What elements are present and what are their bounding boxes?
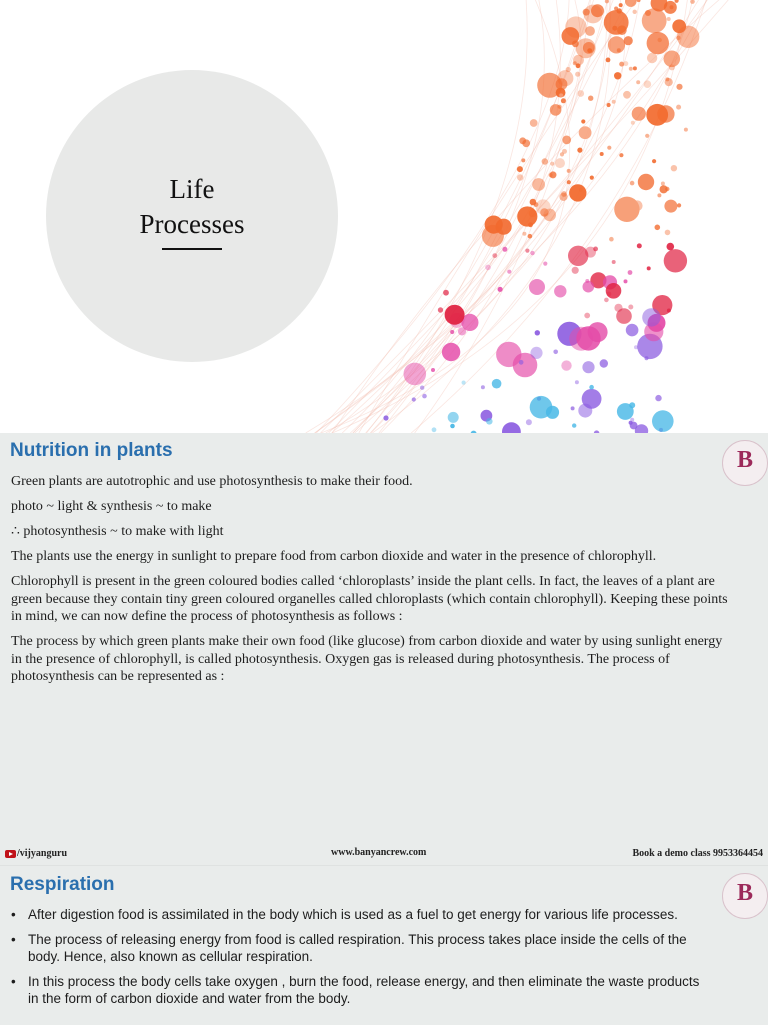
decorative-bubble bbox=[661, 182, 665, 186]
decorative-bubble bbox=[561, 191, 567, 197]
decorative-bubble bbox=[450, 424, 455, 429]
decorative-bubble bbox=[566, 67, 571, 72]
decorative-bubble bbox=[502, 247, 507, 252]
decorative-bubble bbox=[568, 246, 588, 266]
decorative-bubble bbox=[646, 104, 668, 126]
decorative-bubble bbox=[644, 80, 652, 88]
decorative-bubble bbox=[600, 152, 604, 156]
decorative-bubble bbox=[637, 243, 642, 248]
decorative-bubble bbox=[576, 63, 581, 68]
decorative-bubble bbox=[486, 418, 493, 425]
decorative-bubble bbox=[448, 412, 459, 423]
decorative-bubble bbox=[617, 403, 634, 420]
decorative-bubble bbox=[617, 8, 622, 13]
decorative-bubble bbox=[530, 251, 534, 255]
decorative-bubble bbox=[672, 19, 686, 33]
decorative-bubble bbox=[584, 5, 603, 24]
decorative-bubble bbox=[636, 80, 640, 84]
footer-website-link[interactable]: www.banyancrew.com bbox=[331, 847, 427, 858]
decorative-bubble bbox=[623, 61, 628, 66]
decorative-bubble bbox=[676, 105, 681, 110]
decorative-bubble bbox=[612, 260, 616, 264]
decorative-bubble bbox=[647, 53, 657, 63]
decorative-bubble bbox=[422, 394, 427, 399]
logo-letter: B bbox=[736, 447, 753, 473]
decorative-bubble bbox=[606, 283, 622, 299]
decorative-bubble bbox=[412, 397, 416, 401]
decorative-bubble bbox=[642, 308, 660, 326]
decorative-bubble bbox=[676, 84, 682, 90]
decorative-bubble bbox=[633, 66, 637, 70]
decorative-bubble bbox=[442, 343, 460, 361]
respiration-heading: Respiration bbox=[10, 874, 115, 895]
nutrition-slide bbox=[0, 433, 768, 865]
decorative-bubble bbox=[528, 222, 533, 227]
decorative-bubble bbox=[606, 58, 611, 63]
paragraph: The plants use the energy in sunlight to prepare food from carbon dioxide and water in the presence of chlorophyll. bbox=[11, 549, 657, 564]
decorative-bubble bbox=[658, 38, 662, 42]
decorative-bubble bbox=[588, 96, 593, 101]
decorative-bubble bbox=[432, 427, 437, 432]
nutrition-heading: Nutrition in plants bbox=[10, 440, 173, 461]
decorative-bubble bbox=[553, 350, 558, 355]
decorative-bubble bbox=[614, 72, 621, 79]
decorative-bubble bbox=[575, 72, 580, 77]
decorative-bubble bbox=[519, 137, 526, 144]
decorative-bubble bbox=[623, 91, 631, 99]
slide-title bbox=[46, 172, 338, 242]
decorative-bubble bbox=[670, 5, 674, 9]
nutrition-body bbox=[11, 473, 731, 693]
title-underline bbox=[162, 248, 222, 250]
decorative-bubble bbox=[582, 361, 594, 373]
decorative-bubble bbox=[619, 3, 623, 7]
decorative-bubble bbox=[481, 385, 485, 389]
decorative-bubble bbox=[458, 327, 466, 335]
decorative-bubble bbox=[383, 415, 388, 420]
decorative-bubble bbox=[671, 165, 677, 171]
title-line-1: Life bbox=[169, 174, 215, 204]
paragraph: Chlorophyll is present in the green coloured bodies called ‘chloroplasts’ inside the plant cells. In fact, the leaves of a plant are green because they contain tiny green coloured organelles called chloroplasts (which contain chlorophyll). Keeping these points in mind, we can now define the process of photosynthesis as follows : bbox=[11, 574, 728, 624]
decorative-bubble bbox=[629, 67, 633, 71]
decorative-bubble bbox=[625, 0, 637, 7]
decorative-bubble bbox=[565, 16, 586, 37]
decorative-bubble bbox=[589, 385, 594, 390]
decorative-bubble bbox=[608, 36, 625, 53]
decorative-bubble bbox=[645, 134, 649, 138]
decorative-bubble bbox=[525, 249, 529, 253]
decorative-bubble bbox=[634, 345, 638, 349]
decorative-bubble bbox=[628, 270, 633, 275]
decorative-bubble bbox=[665, 78, 673, 86]
decorative-bubble bbox=[675, 0, 679, 3]
decorative-bubble bbox=[556, 78, 568, 90]
decorative-bubble bbox=[587, 48, 592, 53]
decorative-bubble bbox=[492, 253, 497, 258]
decorative-bubble bbox=[664, 200, 677, 213]
decorative-bubble bbox=[607, 103, 611, 107]
decorative-bubble bbox=[645, 356, 649, 360]
decorative-bubble bbox=[526, 419, 532, 425]
list-item: • In this process the body cells take oxygen , burn the food, release energy, and then eliminate the waste products in the form of carbon dioxide and water from the body. bbox=[10, 973, 710, 1008]
decorative-bubble bbox=[581, 119, 585, 123]
decorative-bubble bbox=[445, 305, 465, 325]
decorative-bubble bbox=[633, 10, 637, 14]
decorative-bubble bbox=[521, 158, 525, 162]
decorative-bubble bbox=[530, 396, 553, 419]
decorative-bubble bbox=[496, 219, 512, 235]
decorative-bubble bbox=[567, 169, 571, 173]
decorative-bubble bbox=[420, 386, 424, 390]
decorative-bubble bbox=[607, 146, 611, 150]
decorative-bubble bbox=[443, 290, 449, 296]
footer-demo-text: Book a demo class 9953364454 bbox=[632, 848, 763, 859]
paragraph: Green plants are autotrophic and use photosynthesis to make their food. bbox=[11, 474, 413, 489]
decorative-bubble bbox=[631, 121, 635, 125]
decorative-bubble bbox=[609, 237, 614, 242]
decorative-bubble bbox=[577, 90, 584, 97]
decorative-bubble bbox=[607, 292, 612, 297]
title-line-2: Processes bbox=[139, 209, 245, 239]
decorative-bubble bbox=[669, 64, 675, 70]
decorative-bubble bbox=[637, 0, 641, 2]
decorative-bubble bbox=[561, 360, 571, 370]
decorative-bubble bbox=[462, 381, 466, 385]
youtube-icon bbox=[5, 850, 16, 858]
decorative-bubble bbox=[517, 166, 523, 172]
decorative-bubble bbox=[578, 404, 592, 418]
list-item: • After digestion food is assimilated in the body which is used as a fuel to get energy for various life processes. bbox=[10, 906, 710, 924]
decorative-bubble bbox=[507, 270, 511, 274]
decorative-bubble bbox=[549, 173, 553, 177]
list-item: • The process of releasing energy from food is called respiration. This process takes place inside the cells of the body. Hence, also known as cellular respiration. bbox=[10, 931, 710, 966]
slide-footer bbox=[0, 847, 768, 863]
decorative-bubble bbox=[665, 230, 671, 236]
decorative-bubble bbox=[626, 324, 639, 337]
decorative-bubble bbox=[529, 279, 545, 295]
decorative-bubble bbox=[616, 308, 632, 324]
decorative-bubble bbox=[593, 247, 598, 252]
decorative-bubble bbox=[677, 203, 681, 207]
decorative-bubble bbox=[638, 174, 654, 190]
decorative-bubble bbox=[555, 158, 565, 168]
decorative-bubble bbox=[600, 359, 608, 367]
decorative-bubble bbox=[632, 107, 646, 121]
respiration-slide bbox=[0, 865, 768, 1025]
decorative-bubble bbox=[550, 104, 562, 116]
decorative-bubble bbox=[577, 148, 582, 153]
decorative-bubble bbox=[517, 174, 523, 180]
decorative-bubble bbox=[579, 126, 592, 139]
decorative-bubble bbox=[576, 326, 600, 350]
decorative-bubble bbox=[571, 406, 575, 410]
decorative-bubble bbox=[624, 36, 633, 45]
decorative-bubble bbox=[543, 262, 547, 266]
decorative-bubble bbox=[575, 380, 579, 384]
decorative-bubble bbox=[652, 410, 674, 432]
logo-letter: B bbox=[736, 880, 753, 906]
decorative-bubble bbox=[630, 181, 635, 186]
decorative-bubble bbox=[585, 279, 589, 283]
decorative-bubble bbox=[572, 423, 576, 427]
decorative-bubble bbox=[530, 199, 537, 206]
decorative-bubble bbox=[655, 225, 661, 231]
decorative-bubble bbox=[496, 342, 521, 367]
decorative-bubble bbox=[630, 418, 634, 422]
decorative-bubble bbox=[572, 267, 579, 274]
bubble-streak bbox=[367, 0, 528, 433]
decorative-bubble bbox=[542, 158, 548, 164]
bubble-streak bbox=[315, 0, 694, 433]
respiration-bullets bbox=[10, 906, 710, 1015]
decorative-bubble bbox=[624, 279, 628, 283]
decorative-bubble bbox=[569, 184, 586, 201]
footer-channel-link[interactable]: /vijyanguru bbox=[17, 848, 68, 859]
title-slide bbox=[0, 0, 768, 433]
decorative-bubble bbox=[617, 25, 627, 35]
decorative-bubble bbox=[492, 379, 502, 389]
decorative-bubble bbox=[655, 395, 661, 401]
decorative-bubble bbox=[502, 422, 521, 433]
decorative-bubble bbox=[522, 232, 526, 236]
decorative-bubble bbox=[485, 265, 491, 271]
decorative-bubble bbox=[584, 313, 590, 319]
decorative-bubble bbox=[528, 234, 533, 239]
decorative-bubble bbox=[517, 206, 537, 226]
decorative-bubble bbox=[535, 330, 540, 335]
decorative-bubble bbox=[450, 330, 454, 334]
decorative-bubble bbox=[530, 347, 542, 359]
decorative-bubble bbox=[532, 178, 545, 191]
decorative-bubble bbox=[612, 100, 616, 104]
decorative-bubble bbox=[562, 149, 567, 154]
decorative-bubble bbox=[667, 309, 671, 313]
paragraph: ∴ photosynthesis ~ to make with light bbox=[11, 524, 224, 539]
decorative-bubble bbox=[642, 8, 667, 33]
decorative-bubble bbox=[567, 180, 571, 184]
decorative-bubble bbox=[604, 298, 609, 303]
decorative-bubble bbox=[498, 287, 503, 292]
decorative-bubble bbox=[559, 93, 563, 97]
decorative-bubble bbox=[550, 162, 554, 166]
decorative-bubble bbox=[536, 199, 551, 214]
decorative-bubble bbox=[619, 153, 623, 157]
paragraph: photo ~ light & synthesis ~ to make bbox=[11, 499, 212, 514]
decorative-bubble bbox=[554, 285, 566, 297]
decorative-bubble bbox=[530, 119, 538, 127]
decorative-bubble bbox=[562, 136, 571, 145]
decorative-bubble bbox=[561, 98, 566, 103]
decorative-bubble bbox=[690, 0, 695, 4]
brand-logo bbox=[722, 873, 768, 919]
decorative-bubble bbox=[605, 0, 609, 3]
decorative-bubble bbox=[667, 243, 675, 251]
decorative-bubble bbox=[431, 368, 435, 372]
decorative-bubble bbox=[590, 176, 594, 180]
decorative-bubble bbox=[628, 305, 633, 310]
decorative-bubble bbox=[632, 200, 643, 211]
decorative-bubble bbox=[667, 17, 671, 21]
decorative-bubble bbox=[657, 193, 661, 197]
decorative-bubble bbox=[404, 363, 427, 386]
decorative-bubble bbox=[665, 187, 669, 191]
decorative-bubble bbox=[684, 128, 688, 132]
paragraph: The process by which green plants make their own food (like glucose) from carbon dioxide and water by using sunlight energy in the presence of chlorophyll, is called photosynthesis. Oxygen gas is released during photosynthesis. The process of photosynthesis can be represented as : bbox=[11, 634, 723, 684]
decorative-bubble bbox=[652, 159, 656, 163]
decorative-bubble bbox=[647, 266, 651, 270]
decorative-bubble bbox=[664, 249, 687, 272]
decorative-bubble bbox=[617, 48, 621, 52]
decorative-bubble bbox=[647, 32, 669, 54]
decorative-bubble bbox=[438, 307, 443, 312]
